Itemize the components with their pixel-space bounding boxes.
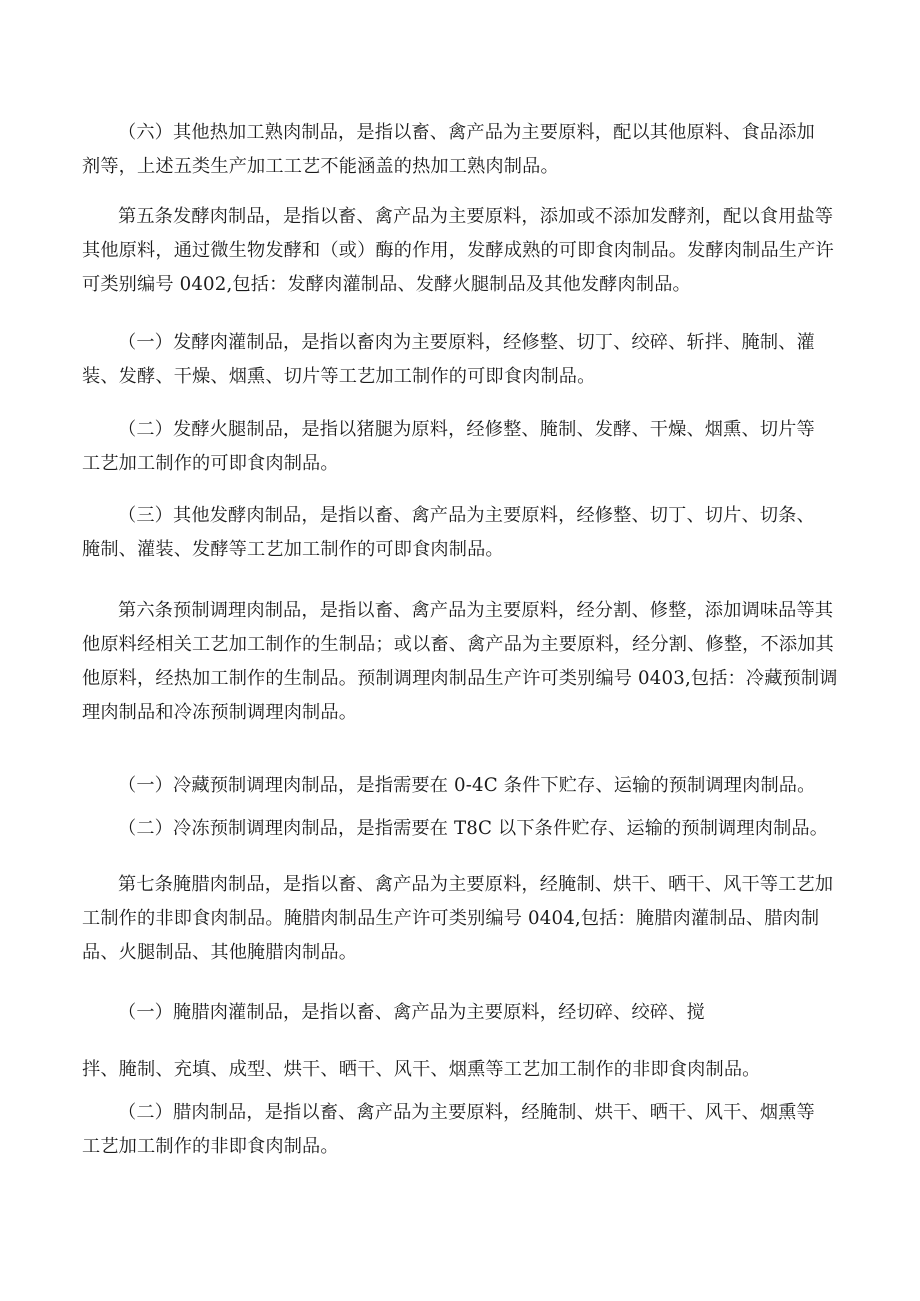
text-line: 他原料，经热加工制作的生制品。预制调理肉制品生产许可类别编号 0403,包括：冷藏预制调	[82, 668, 838, 689]
text-line: （二）冷冻预制调理肉制品，是指需要在 T8C 以下条件贮存、运输的预制调理肉制品。	[118, 818, 829, 839]
text-line: （一）发酵肉灌制品，是指以畜肉为主要原料，经修整、切丁、绞碎、斩拌、腌制、灌	[118, 332, 815, 353]
text-line: 他原料经相关工艺加工制作的生制品；或以畜、禽产品为主要原料，经分割、修整，不添加其	[82, 634, 834, 655]
paragraph-frozen-prepared	[82, 812, 910, 846]
text-line: （六）其他热加工熟肉制品，是指以畜、禽产品为主要原料，配以其他原料、食品添加	[118, 122, 815, 143]
paragraph-article-7	[82, 868, 910, 970]
text-line: 第六条预制调理肉制品，是指以畜、禽产品为主要原料，经分割、修整，添加调味品等其	[118, 600, 834, 621]
text-line: 工艺加工制作的可即食肉制品。	[82, 453, 339, 474]
text-line: 工艺加工制作的非即食肉制品。	[82, 1136, 339, 1157]
text-line: 拌、腌制、充填、成型、烘干、晒干、风干、烟熏等工艺加工制作的非即食肉制品。	[82, 1059, 761, 1080]
text-line: 品、火腿制品、其他腌腊肉制品。	[82, 942, 358, 963]
paragraph-article-5	[82, 200, 910, 302]
text-line: 其他原料，通过微生物发酵和（或）酶的作用，发酵成熟的可即食肉制品。发酵肉制品生产许	[82, 240, 834, 261]
text-line: 腌制、灌装、发酵等工艺加工制作的可即食肉制品。	[82, 539, 504, 560]
paragraph-fermented-sausage	[82, 326, 910, 394]
text-line: （三）其他发酵肉制品，是指以畜、禽产品为主要原料，经修整、切丁、切片、切条、	[118, 505, 815, 526]
text-line: （二）腊肉制品，是指以畜、禽产品为主要原料，经腌制、烘干、晒干、风干、烟熏等	[118, 1102, 815, 1123]
paragraph-cured-sausage-continued	[82, 1053, 910, 1087]
paragraph-cured-meat	[82, 1096, 910, 1164]
paragraph-cured-sausage	[82, 996, 910, 1030]
paragraph-other-fermented	[82, 499, 910, 567]
text-line: 可类别编号 0402,包括：发酵肉灌制品、发酵火腿制品及其他发酵肉制品。	[82, 274, 691, 295]
text-line: （一）腌腊肉灌制品，是指以畜、禽产品为主要原料，经切碎、绞碎、搅	[118, 1002, 705, 1023]
text-line: （一）冷藏预制调理肉制品，是指需要在 0-4C 条件下贮存、运输的预制调理肉制品。	[118, 775, 816, 796]
text-line: 第五条发酵肉制品，是指以畜、禽产品为主要原料，添加或不添加发酵剂，配以食用盐等	[118, 206, 834, 227]
text-line: 第七条腌腊肉制品，是指以畜、禽产品为主要原料，经腌制、烘干、晒干、风干等工艺加	[118, 874, 834, 895]
paragraph-chilled-prepared	[82, 769, 910, 803]
text-line: 工制作的非即食肉制品。腌腊肉制品生产许可类别编号 0404,包括：腌腊肉灌制品、腊肉制	[82, 908, 820, 929]
paragraph-other-heat-processed	[82, 116, 910, 184]
text-line: 剂等，上述五类生产加工工艺不能涵盖的热加工熟肉制品。	[82, 156, 559, 177]
paragraph-article-6	[82, 594, 910, 730]
text-line: 装、发酵、干燥、烟熏、切片等工艺加工制作的可即食肉制品。	[82, 366, 596, 387]
text-line: 理肉制品和冷冻预制调理肉制品。	[82, 702, 358, 723]
text-line: （二）发酵火腿制品，是指以猪腿为原料，经修整、腌制、发酵、干燥、烟熏、切片等	[118, 419, 815, 440]
paragraph-fermented-ham	[82, 413, 910, 481]
